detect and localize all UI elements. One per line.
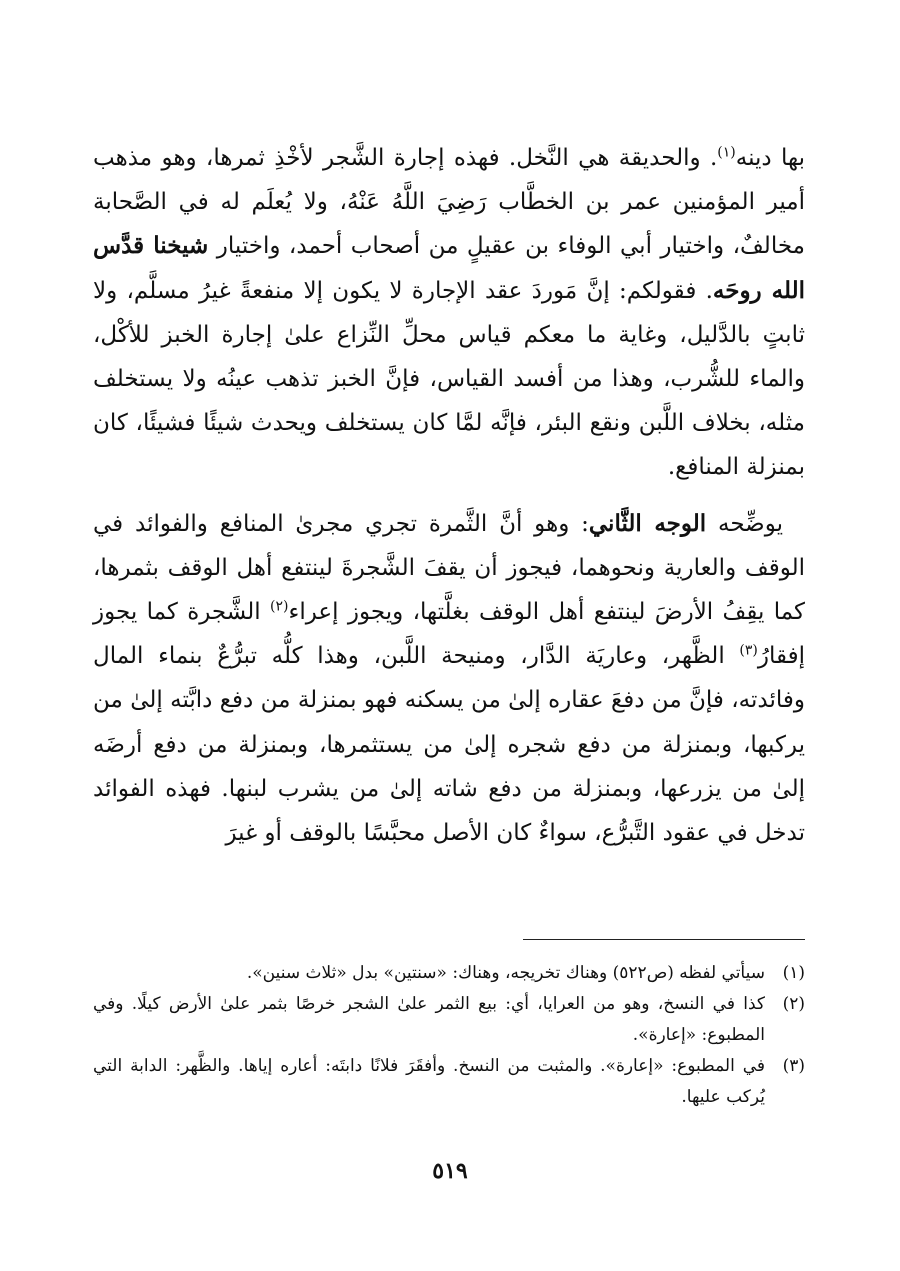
footnote-item: [93, 989, 805, 1051]
text-run: : وهو أنَّ الثَّمرة تجري مجرىٰ المنافع والفوائد في الوقف والعارية ونحوهما، فيجوز أن يقفَ الشَّجرةَ لينتفع أهل الوقف بثمرها، كما يقِفُ الأرضَ لينتفع أهل الوقف بغلَّتها، ويجوز إعراء: [93, 510, 805, 626]
text-run: بها دينه: [735, 145, 806, 171]
text-run: . فقولكم: إنَّ مَوردَ عقد الإجارة لا يكون إلا منفعةً غيرُ مسلَّم، ولا ثابتٍ بالدَّليل، وغاية ما معكم قياس محلِّ النِّزاع علىٰ إجارة الخبز للأكْل، والماء للشُّرب، وهذا من أفسد القياس، فإنَّ الخبز تذهب عينُه ولا يستخلف مثله، بخلاف اللَّبن ونقع البئر، فإنَّه لمَّا كان يستخلف ويحدث شيئًا فشيئًا، كان بمنزلة المنافع.: [93, 277, 805, 481]
footnote-number: (٢): [782, 994, 805, 1014]
footnote-item: [93, 958, 805, 989]
footnotes: [93, 958, 805, 1113]
paragraph-1: [93, 136, 805, 490]
bold-phrase: شيخنا قدَّس الله روحَه: [93, 232, 805, 304]
main-text: [93, 136, 805, 855]
footnote-ref-2: (٢): [270, 598, 289, 615]
bold-phrase: الوجه الثَّاني: [588, 509, 707, 537]
footnote-separator: [523, 939, 805, 940]
footnote-text: كذا في النسخ، وهو من العرايا، أي: بيع الثمر علىٰ الشجر خرصًا بثمر علىٰ الأرض كيلًا. وفي المطبوع: «إعارة».: [93, 994, 765, 1045]
paragraph-2: [93, 502, 805, 856]
footnote-text: في المطبوع: «إعارة». والمثبت من النسخ. وأفقَرَ فلانًا دابتَه: أعاره إياها. والظَّهر: الدابة التي يُركب عليها.: [93, 1056, 765, 1107]
page-number: ٥١٩: [432, 1158, 468, 1184]
footnote-text: سيأتي لفظه (ص٥٢٢) وهناك تخريجه، وهناك: «سنتين» بدل «ثلاث سنين».: [246, 963, 765, 983]
text-run: . والحديقة هي النَّخل. فهذه إجارة الشَّجر لأخْذِ ثمرها، وهو مذهب أمير المؤمنين عمر بن الخطَّاب رَضِيَ اللَّهُ عَنْهُ، ولا يُعلَم له في الصَّحابة مخالفٌ، واختيار أبي الوفاء بن عقيلٍ من أصحاب أحمد، واختيار: [93, 145, 805, 260]
footnote-ref-3: (٣): [739, 642, 758, 659]
footnote-item: [93, 1051, 805, 1113]
text-run: يوضِّحه: [706, 510, 783, 537]
footnote-number: (١): [782, 963, 805, 983]
footnote-number: (٣): [782, 1056, 805, 1076]
footnote-ref-1: (١): [717, 144, 736, 161]
text-run: الظَّهر، وعاريَة الدَّار، ومنيحة اللَّبن، وهذا كلُّه تبرُّعٌ بنماء المال وفائدته، فإنَّ من دفعَ عقاره إلىٰ من يسكنه فهو بمنزلة من دفع دابَّته إلىٰ من يركبها، وبمنزلة من دفع شجره إلىٰ من يستثمرها، وبمنزلة من دفع أرضَه إلىٰ من يزرعها، وبمنزلة من دفع شاته إلىٰ من يشرب لبنها. فهذه الفوائد تدخل في عقود التَّبرُّع، سواءٌ كان الأصل محبَّسًا بالوقف أو غيرَ: [93, 643, 805, 847]
text-run: الشَّجرة كما يجوز إفقارُ: [93, 599, 805, 670]
